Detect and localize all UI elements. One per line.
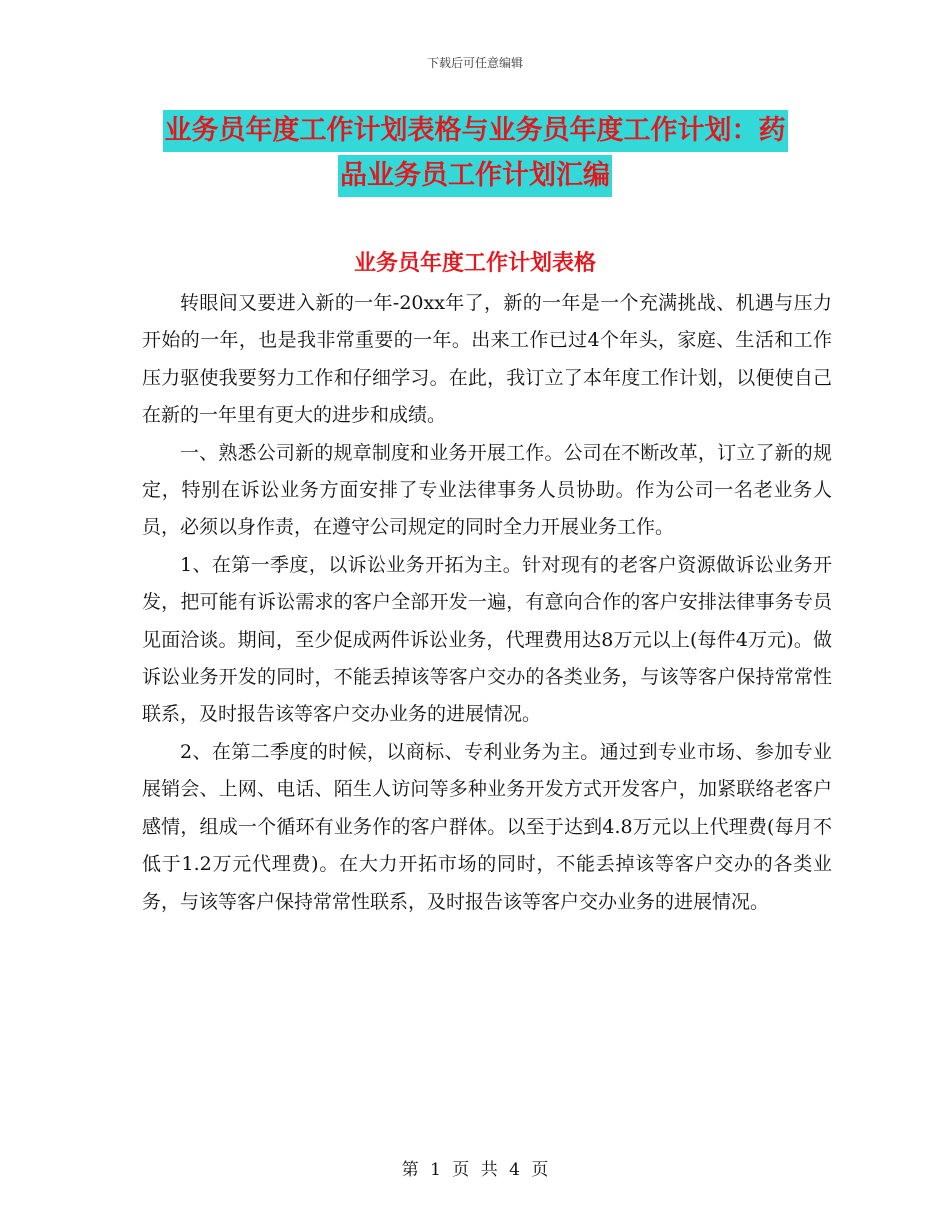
document-title-line-1: 业务员年度工作计划表格与业务员年度工作计划：药	[163, 110, 788, 152]
document-body	[142, 285, 832, 921]
paragraph-quarter-1: 1、在第一季度，以诉讼业务开拓为主。针对现有的老客户资源做诉讼业务开发，把可能有诉讼需求的客户全部开发一遍，有意向合作的客户安排法律事务专员见面洽谈。期间，至少促成两件诉讼业务，代理费用达8万元以上(每件4万元)。做诉讼业务开发的同时，不能丢掉该等客户交办的各类业务，与该等客户保持常常性联系，及时报告该等客户交办业务的进展情况。	[142, 553, 832, 726]
document-title	[140, 110, 810, 200]
section-heading: 业务员年度工作计划表格	[353, 251, 596, 276]
paragraph-intro: 转眼间又要进入新的一年-20xx年了，新的一年是一个充满挑战、机遇与压力开始的一年，也是我非常重要的一年。出来工作已过4个年头，家庭、生活和工作压力驱使我要努力工作和仔细学习。在此，我订立了本年度工作计划，以便使自己在新的一年里有更大的进步和成绩。	[142, 292, 832, 427]
page-footer: 第 1 页 共 4 页	[401, 1160, 549, 1180]
paragraph-quarter-2: 2、在第二季度的时候，以商标、专利业务为主。通过到专业市场、参加专业展销会、上网、电话、陌生人访问等多种业务开发方式开发客户，加紧联络老客户感情，组成一个循环有业务作的客户群体。以至于达到4.8万元以上代理费(每月不低于1.2万元代理费)。在大力开拓市场的同时，不能丢掉该等客户交办的各类业务，与该等客户保持常常性联系，及时报告该等客户交办业务的进展情况。	[142, 740, 832, 913]
document-title-line-2: 品业务员工作计划汇编	[338, 155, 612, 197]
paragraph-point-1: 一、熟悉公司新的规章制度和业务开展工作。公司在不断改革，订立了新的规定，特别在诉讼业务方面安排了专业法律事务人员协助。作为公司一名老业务人员，必须以身作责，在遵守公司规定的同时全力开展业务工作。	[142, 441, 832, 539]
header-note: 下载后可任意编辑	[426, 56, 523, 70]
